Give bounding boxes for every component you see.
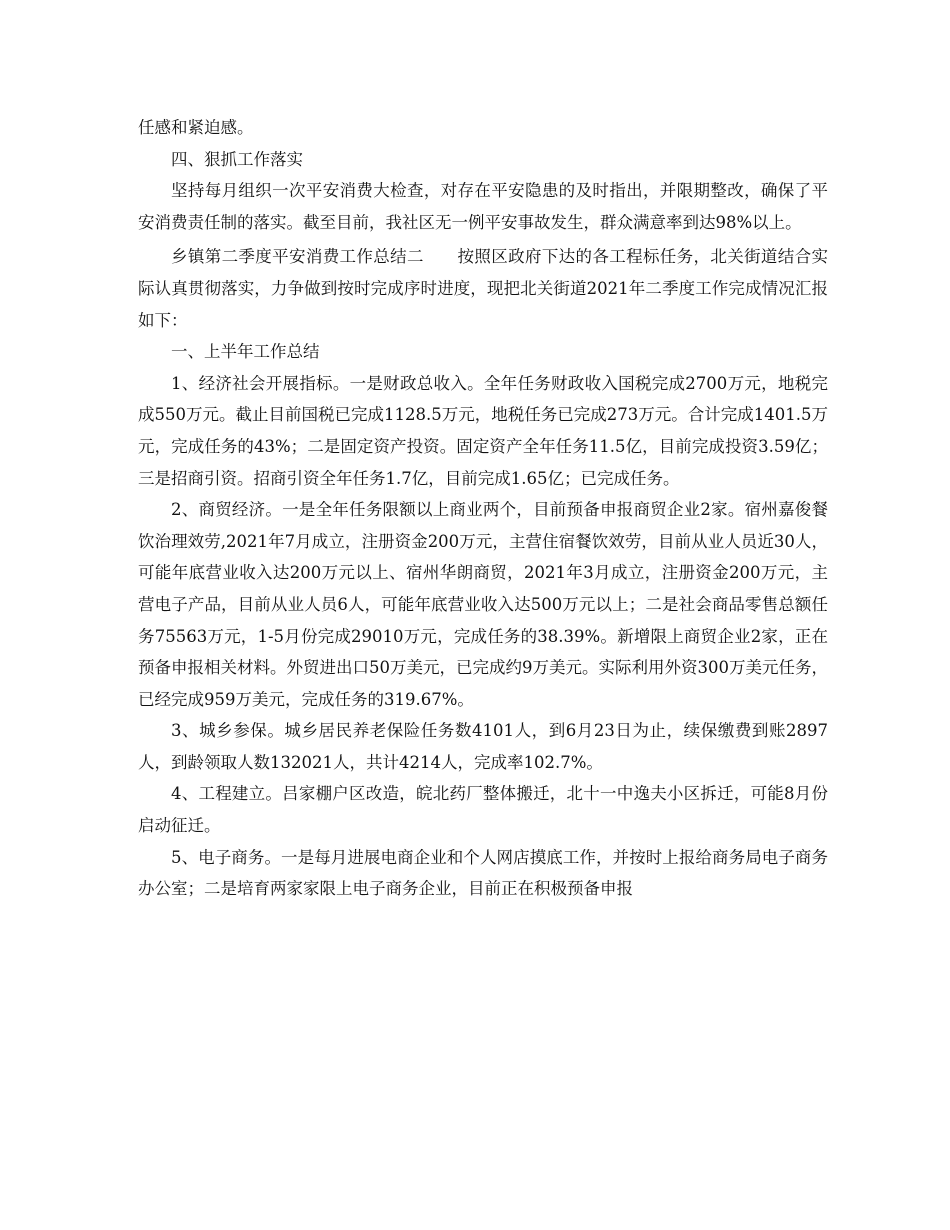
paragraph-commerce: 2、商贸经济。一是全年任务限额以上商业两个，目前预备申报商贸企业2家。宿州嘉俊餐饮治理效劳,2021年7月成立，注册资金200万元，主营住宿餐饮效劳，目前从业人员近30人，可能年底营业收入达200万元以上、宿州华朗商贸，2021年3月成立，注册资金200万元，主营电子产品，目前从业人员6人，可能年底营业收入达500万元以上；二是社会商品零售总额任务75563万元，1-5月份完成29010万元，完成任务的38.39%。新增限上商贸企业2家，正在预备申报相关材料。外贸进出口50万美元，已完成约9万美元。实际利用外资300万美元任务，已经完成959万美元，完成任务的319.67%。	[138, 500, 828, 709]
paragraph-economic-indicators: 1、经济社会开展指标。一是财政总收入。全年任务财政收入国税完成2700万元，地税完成550万元。截止目前国税已完成1128.5万元，地税任务已完成273万元。合计完成1401.5万元，完成任务的43%；二是固定资产投资。固定资产全年任务11.5亿，目前完成投资3.59亿；三是招商引资。招商引资全年任务1.7亿，目前完成1.65亿；已完成任务。	[138, 373, 828, 488]
section-heading-1: 一、上半年工作总结	[171, 342, 320, 362]
paragraph-projects: 4、工程建立。吕家棚户区改造，皖北药厂整体搬迁，北十一中逸夫小区拆迁，可能8月份启动征迁。	[138, 784, 828, 836]
section-heading-4: 四、狠抓工作落实	[171, 149, 303, 169]
paragraph-summary-intro: 乡镇第二季度平安消费工作总结二 按照区政府下达的各工程标任务，北关街道结合实际认真贯彻落实，力争做到按时完成序时进度，现把北关街道2021年二季度工作完成情况汇报如下：	[138, 247, 828, 330]
paragraph-insurance: 3、城乡参保。城乡居民养老保险任务数4101人，到6月23日为止，续保缴费到账2897人，到龄领取人数132021人，共计4214人，完成率102.7%。	[138, 721, 828, 772]
paragraph-ecommerce: 5、电子商务。一是每月进展电商企业和个人网店摸底工作，并按时上报给商务局电子商务办公室；二是培育两家家限上电子商务企业，目前正在积极预备申报	[138, 847, 828, 899]
document-body	[138, 112, 828, 905]
paragraph-continuation: 任感和紧迫感。	[138, 118, 254, 137]
paragraph-safety-inspection: 坚持每月组织一次平安消费大检查，对存在平安隐患的及时指出，并限期整改，确保了平安消费责任制的落实。截至目前，我社区无一例平安事故发生，群众满意率到达98%以上。	[138, 181, 828, 232]
